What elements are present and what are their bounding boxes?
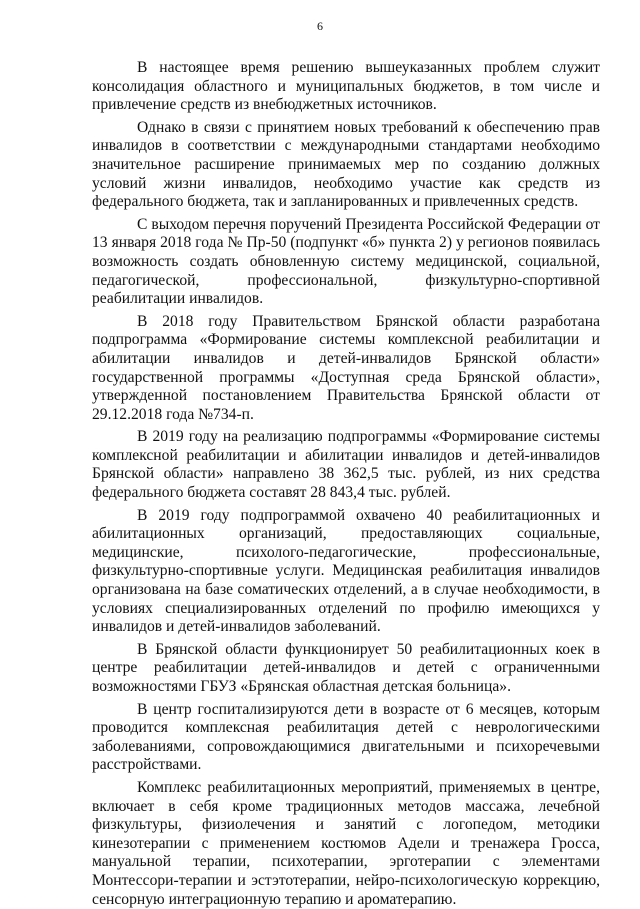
paragraph-international-standards: Однако в связи с принятием новых требований к обеспечению прав инвалидов в соответствии с международными стандартами необходимо значительное расширение принимаемых мер по созданию должных условий жизни инвалидов, необходимо участие как средств из федерального бюджета, так и запланированных и привлеченных средств. <box>92 118 600 211</box>
paragraph-funding-2019: В 2019 году на реализацию подпрограммы «Формирование системы комплексной реабилитации и абилитации инвалидов и детей-инвалидов Брянской области» направлено 38 362,5 тыс. рублей, из них средства федерального бюджета составят 28 843,4 тыс. рублей. <box>92 428 600 502</box>
paragraph-rehabilitation-complex: Комплекс реабилитационных мероприятий, применяемых в центре, включает в себя кроме традиционных методов массажа, лечебной физкультуры, физиолечения и занятий с логопедом, методики кинезотерапии с применением костюмов Адели и тренажера Гросса, мануальной терапии, психотерапии, эрготерапии с элементами Монтессори-терапии и эстэтотерапии, нейро-психологическую коррекцию, сенсорную интеграционную терапию и ароматерапию. <box>92 778 600 908</box>
paragraph-subprogram-2018: В 2018 году Правительством Брянской области разработана подпрограмма «Формирование системы комплексной реабилитации и абилитации инвалидов и детей-инвалидов Брянской области» государственной программы «Доступная среда Брянской области», утвержденной постановлением Правительства Брянской области от 29.12.2018 года №734-п. <box>92 312 600 423</box>
paragraph-rehabilitation-beds: В Брянской области функционирует 50 реабилитационных коек в центре реабилитации детей-инвалидов и детей с ограниченными возможностями ГБУЗ «Брянская областная детская больница». <box>92 640 600 695</box>
paragraph-organizations-2019: В 2019 году подпрограммой охвачено 40 реабилитационных и абилитационных организаций, предоставляющих социальные, медицинские, психолого-педагогические, профессиональные, физкультурно-спортивные услуги. Медицинская реабилитация инвалидов организована на базе соматических отделений, а в случае необходимости, в условиях специализированных отделений по профилю имеющихся у инвалидов и детей-инвалидов заболеваний. <box>92 506 600 636</box>
paragraph-budget-consolidation: В настоящее время решению вышеуказанных проблем служит консолидация областного и муниципальных бюджетов, в том числе и привлечение средств из внебюджетных источников. <box>92 59 600 114</box>
page-number: 6 <box>317 19 323 33</box>
paragraph-hospitalization: В центр госпитализируются дети в возрасте от 6 месяцев, которым проводится комплексная реабилитация детей с неврологическими заболеваниями, сопровождающимися двигательными и психоречевыми расстройствами. <box>92 700 600 774</box>
document-body <box>92 59 600 909</box>
paragraph-president-order: С выходом перечня поручений Президента Российской Федерации от 13 января 2018 года № Пр-50 (подпункт «б» пункта 2) у регионов появилась возможность создать обновленную систему медицинской, социальной, педагогической, профессиональной, физкультурно-спортивной реабилитации инвалидов. <box>92 215 600 308</box>
